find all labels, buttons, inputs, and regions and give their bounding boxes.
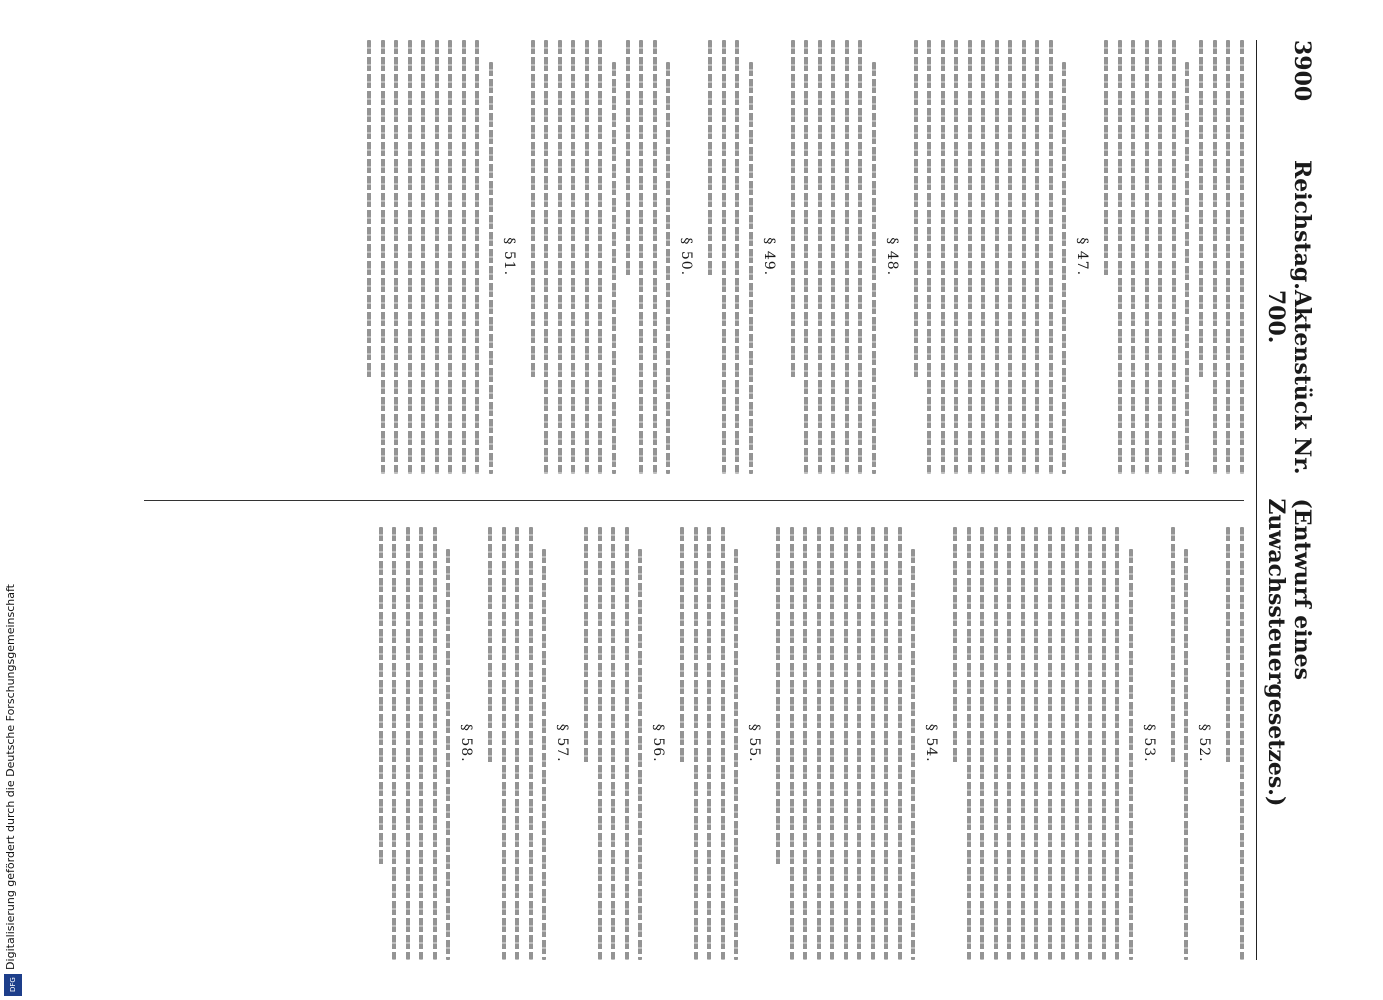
paragraph bbox=[1200, 40, 1245, 474]
paragraph bbox=[531, 40, 616, 474]
header-bill-title: (Entwurf eines Zuwachssteuergesetzes.) bbox=[1263, 498, 1315, 807]
paragraph bbox=[709, 40, 754, 474]
left-column bbox=[144, 40, 1244, 474]
right-column bbox=[144, 527, 1244, 961]
paragraph bbox=[777, 527, 916, 961]
section-heading: § 47. bbox=[1074, 237, 1091, 277]
section-heading: § 54. bbox=[923, 723, 940, 763]
section-heading: § 56. bbox=[650, 723, 667, 763]
text-columns bbox=[144, 40, 1244, 960]
section-heading: § 53. bbox=[1141, 723, 1157, 763]
section-heading: § 48. bbox=[884, 237, 900, 277]
paragraph bbox=[626, 40, 671, 474]
paragraph bbox=[368, 40, 494, 474]
section-heading: § 57. bbox=[554, 723, 571, 763]
paragraph bbox=[914, 40, 1067, 474]
section-heading: § 50. bbox=[678, 237, 695, 277]
paragraph bbox=[681, 527, 739, 961]
dfg-logo-icon: DFG bbox=[4, 974, 22, 996]
paragraph bbox=[1171, 527, 1189, 961]
paragraph bbox=[379, 527, 451, 961]
section-heading: § 49. bbox=[761, 237, 777, 277]
section-heading: § 58. bbox=[458, 723, 475, 763]
section-heading: § 52. bbox=[1196, 723, 1213, 763]
digitization-credit: Digitalisierung gefördert durch die Deutsche Forschungsgemeinschaft bbox=[4, 584, 17, 970]
paragraph bbox=[954, 527, 1134, 961]
paragraph bbox=[791, 40, 876, 474]
section-heading: § 55. bbox=[746, 723, 763, 763]
page-number: 3900 bbox=[1289, 40, 1315, 102]
page-header bbox=[1256, 40, 1315, 960]
header-document-number: Aktenstück Nr. 700. bbox=[1263, 289, 1315, 475]
paragraph bbox=[1105, 40, 1190, 474]
paragraph bbox=[585, 527, 643, 961]
running-title bbox=[1263, 160, 1315, 960]
column-divider bbox=[144, 500, 1244, 501]
paragraph bbox=[489, 527, 547, 961]
paragraph bbox=[1227, 527, 1245, 961]
section-heading: § 51. bbox=[501, 237, 517, 277]
header-reichstag: Reichstag. bbox=[1289, 160, 1315, 290]
